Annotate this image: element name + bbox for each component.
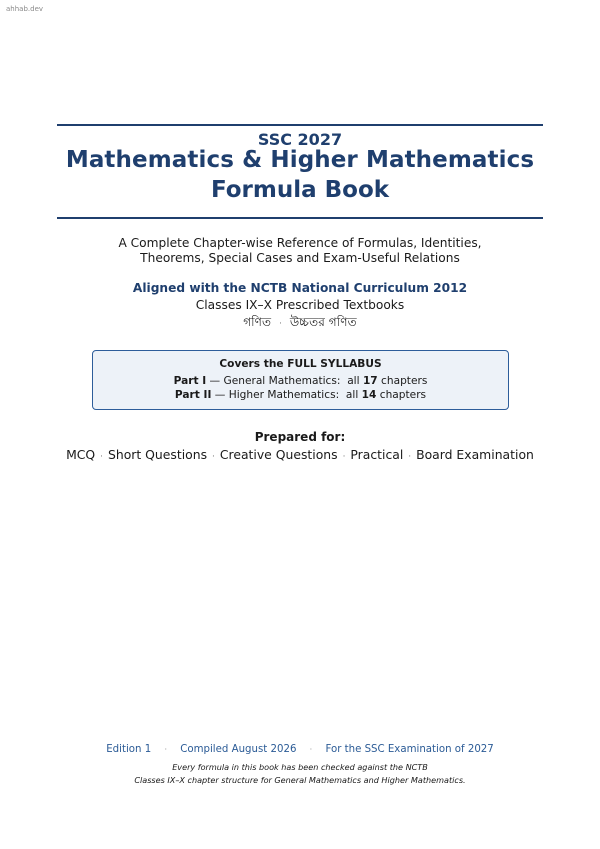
top-rule xyxy=(57,124,543,126)
syllabus-part-2 xyxy=(93,389,508,401)
part-2-label: Part II xyxy=(174,389,212,401)
curriculum-aligned: Aligned with the NCTB National Curriculum 2012 xyxy=(132,281,468,295)
subject-general: গণিত xyxy=(243,315,272,329)
title-line-2: Formula Book xyxy=(210,177,390,203)
subject-separator: · xyxy=(279,319,282,329)
exam-label: SSC 2027 xyxy=(257,130,343,149)
footer-separator: · xyxy=(309,745,313,754)
subject-higher: উচ্চতর গণিত xyxy=(289,315,357,329)
use-separator: · xyxy=(408,452,412,462)
use-item: Short Questions xyxy=(107,447,208,462)
part-1-count: 17 xyxy=(362,375,378,387)
title-line-1: Mathematics & Higher Mathematics xyxy=(65,147,535,173)
bottom-rule xyxy=(57,217,543,219)
part-2-count: 14 xyxy=(361,389,377,401)
footer-exam: For the SSC Examination of 2027 xyxy=(325,744,494,755)
use-separator: · xyxy=(100,452,104,462)
prepared-list xyxy=(0,447,600,462)
footer-separator: · xyxy=(164,745,167,754)
footer-edition: Edition 1 xyxy=(106,744,152,755)
footer-info xyxy=(0,744,600,755)
part-1-text: — General Mathematics: all xyxy=(206,375,363,387)
part-2-suffix: chapters xyxy=(376,389,427,401)
subtitle-line-1: A Complete Chapter-wise Reference of Formulas, Identities, xyxy=(118,236,482,250)
syllabus-part-1 xyxy=(93,375,508,387)
footer-note-line-1: Every formula in this book has been checked against the NCTB xyxy=(172,762,428,772)
footer-note-line-2: Classes IX–X chapter structure for General Mathematics and Higher Mathematics. xyxy=(134,775,466,785)
use-item: Board Examination xyxy=(416,447,534,462)
curriculum-subjects xyxy=(0,314,600,334)
use-separator: · xyxy=(212,452,215,462)
part-1-suffix: chapters xyxy=(377,375,428,387)
part-2-text: — Higher Mathematics: all xyxy=(211,389,362,401)
syllabus-heading: Covers the FULL SYLLABUS xyxy=(219,358,382,370)
prepared-heading: Prepared for: xyxy=(254,430,346,444)
subtitle-line-2: Theorems, Special Cases and Exam-Useful Relations xyxy=(140,251,460,265)
use-item: MCQ xyxy=(66,447,96,462)
curriculum-classes: Classes IX–X Prescribed Textbooks xyxy=(195,298,405,312)
part-1-label: Part I xyxy=(173,375,207,387)
syllabus-box xyxy=(92,350,509,410)
use-item: Practical xyxy=(350,447,404,462)
footer-compiled: Compiled August 2026 xyxy=(180,744,297,755)
use-separator: · xyxy=(342,452,346,462)
use-item: Creative Questions xyxy=(219,447,338,462)
watermark: ahhab.dev xyxy=(6,5,44,13)
